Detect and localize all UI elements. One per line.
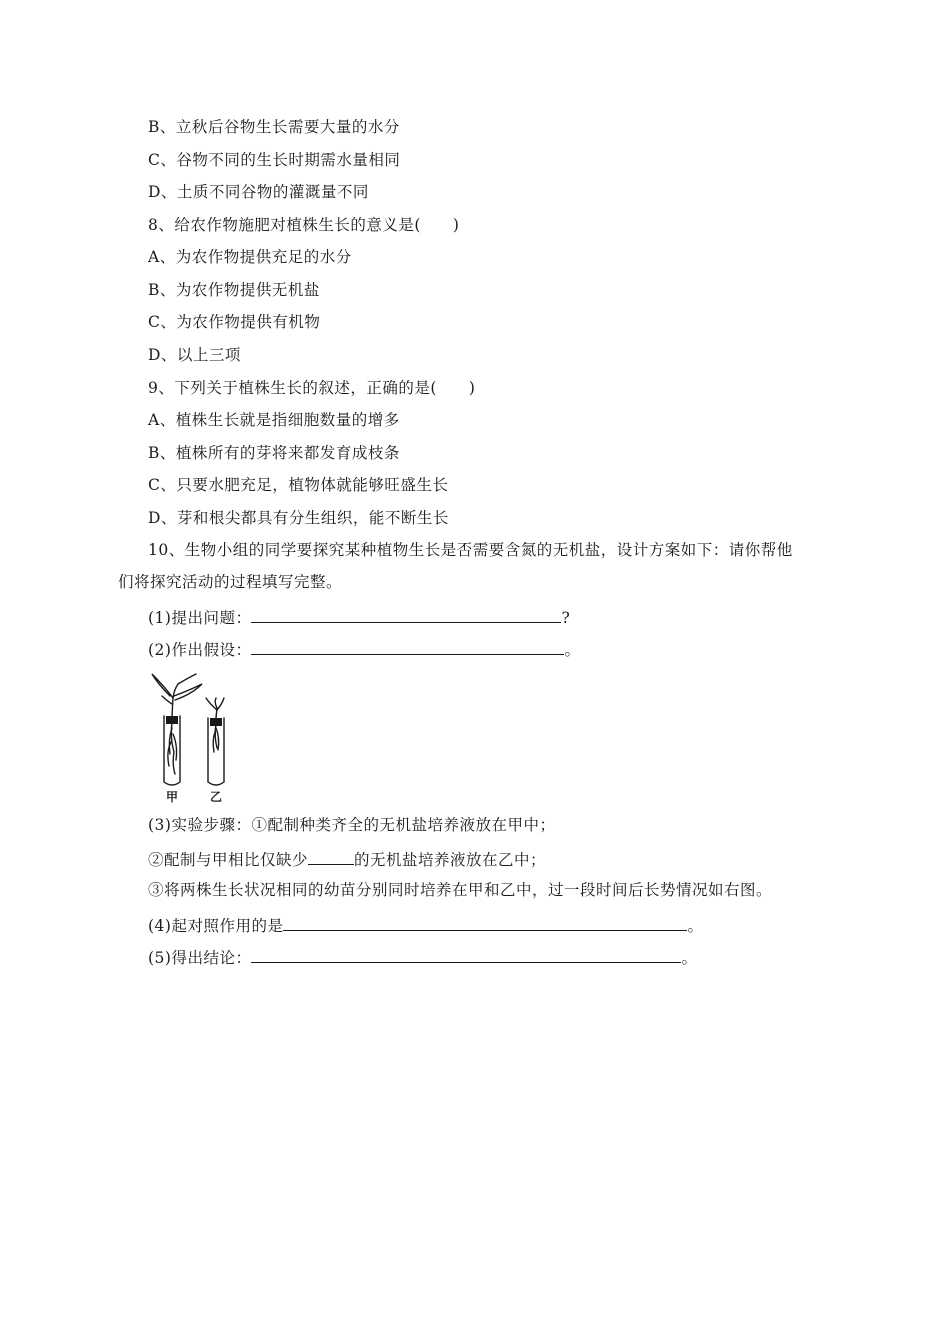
q10-part4-end: 。	[687, 917, 704, 935]
q8-option-c: C、为农作物提供有机物	[148, 313, 321, 331]
q10-part3-line2	[148, 848, 546, 870]
q8-option-b: B、为农作物提供无机盐	[148, 281, 320, 299]
q10-part5-end: 。	[681, 949, 698, 967]
q10-part4-label: (4)起对照作用的是	[148, 917, 284, 935]
q10-part2-answer-blank[interactable]	[251, 638, 564, 655]
q7-option-d: D、土质不同谷物的灌溉量不同	[148, 183, 369, 201]
seedling-test-tube-figure	[144, 668, 234, 806]
q10-stem-line1: 10、生物小组的同学要探究某种植物生长是否需要含氮的无机盐，设计方案如下：请你帮他	[148, 541, 793, 559]
q7-option-b: B、立秋后谷物生长需要大量的水分	[148, 118, 400, 136]
q10-part5-answer-blank[interactable]	[251, 946, 681, 963]
figure-label-jia: 甲	[166, 790, 179, 804]
q10-part3-answer-blank[interactable]	[308, 848, 354, 865]
q10-part2	[148, 638, 580, 660]
q10-part2-end: 。	[564, 641, 581, 659]
q10-part4	[148, 914, 703, 936]
q10-part1-label: (1)提出问题：	[148, 609, 252, 627]
q10-part1-end: ?	[561, 609, 571, 627]
q10-part4-answer-blank[interactable]	[283, 914, 687, 931]
q8-stem: 8、给农作物施肥对植株生长的意义是( )	[148, 216, 460, 234]
q10-part3-line2-end: 的无机盐培养液放在乙中；	[354, 851, 547, 869]
q10-part3-line3: ③将两株生长状况相同的幼苗分别同时培养在甲和乙中，过一段时间后长势情况如右图。	[148, 881, 773, 899]
q10-part1-answer-blank[interactable]	[251, 606, 561, 623]
figure-label-yi: 乙	[210, 790, 223, 804]
q9-option-c: C、只要水肥充足，植物体就能够旺盛生长	[148, 476, 449, 494]
q10-part5-label: (5)得出结论：	[148, 949, 252, 967]
q10-part1	[148, 606, 570, 628]
q7-option-c: C、谷物不同的生长时期需水量相同	[148, 151, 401, 169]
q9-stem: 9、下列关于植株生长的叙述，正确的是( )	[148, 379, 476, 397]
q8-option-d: D、以上三项	[148, 346, 241, 364]
q9-option-d: D、芽和根尖都具有分生组织，能不断生长	[148, 509, 449, 527]
q10-stem-line2: 们将探究活动的过程填写完整。	[118, 573, 343, 591]
q9-option-a: A、植株生长就是指细胞数量的增多	[148, 411, 400, 429]
q10-part2-label: (2)作出假设：	[148, 641, 252, 659]
q9-option-b: B、植株所有的芽将来都发育成枝条	[148, 444, 400, 462]
q10-part5	[148, 946, 697, 968]
q10-part3-line2-start: ②配制与甲相比仅缺少	[148, 851, 309, 869]
q10-part3-line1: (3)实验步骤：①配制种类齐全的无机盐培养液放在甲中；	[148, 816, 556, 834]
q8-option-a: A、为农作物提供充足的水分	[148, 248, 352, 266]
